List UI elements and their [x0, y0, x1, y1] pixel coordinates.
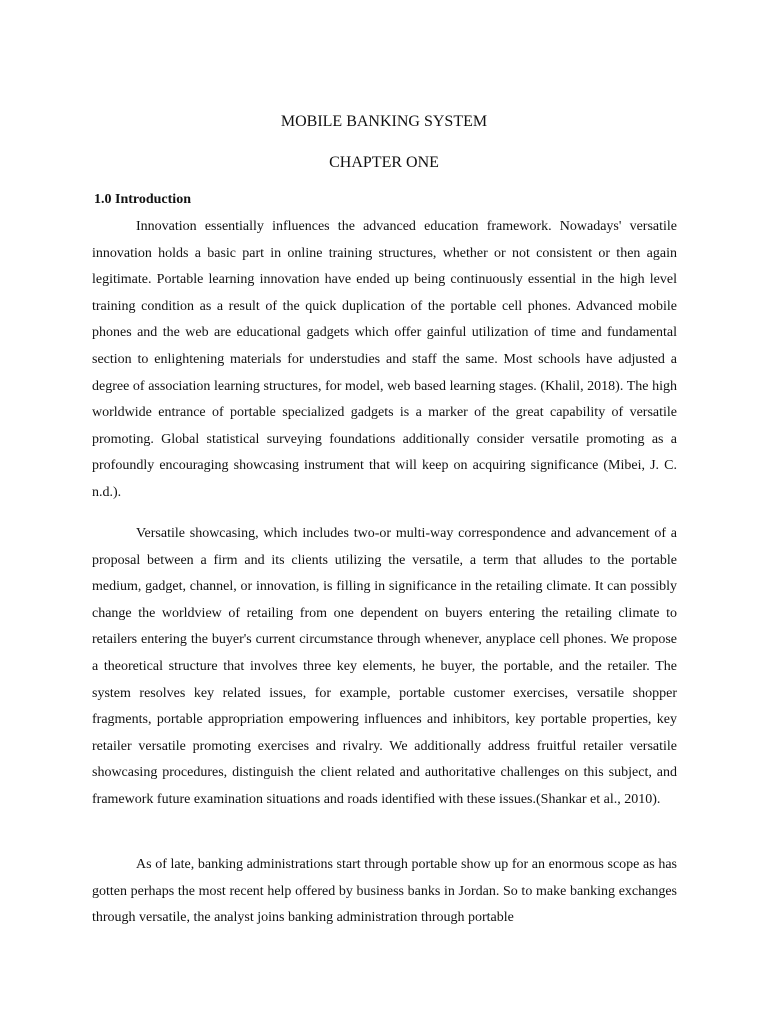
paragraph: Versatile showcasing, which includes two-or multi-way correspondence and advancement of a proposal between a firm and its clients utilizing the versatile, a term that alludes to the portable medium, gadget, channel, or innovation, is filling in significance in the retailing climate. It can possibly change the worldview of retailing from one dependent on buyers entering the retailing climate to retailers entering the buyer's current circumstance through whenever, anyplace cell phones. We propose a theoretical structure that involves three key elements, he buyer, the portable, and the retailer. The system resolves key related issues, for example, portable customer exercises, versatile shopper fragments, portable appropriation empowering influences and inhibitors, key portable properties, key retailer versatile promoting exercises and rivalry. We additionally address fruitful retailer versatile showcasing procedures, distinguish the client related and authoritative challenges on this subject, and framework future examination situations and roads identified with these issues.(Shankar et al., 2010).: [92, 526, 677, 807]
chapter-title: CHAPTER ONE: [329, 154, 439, 171]
paragraph: As of late, banking administrations start through portable show up for an enormous scope as has gotten perhaps the most recent help offered by business banks in Jordan. So to make banking exchanges through versatile, the analyst joins banking administration through portable: [92, 857, 677, 926]
document-title: MOBILE BANKING SYSTEM: [280, 113, 488, 130]
section-heading: 1.0 Introduction: [94, 192, 191, 207]
paragraph: Innovation essentially influences the advanced education framework. Nowadays' versatile innovation holds a basic part in online training structures, whether or not consistent or then again legitimate. Portable learning innovation have ended up being continuously essential in the high level training condition as a result of the quick duplication of the portable cell phones. Advanced mobile phones and the web are educational gadgets which offer gainful utilization of time and fundamental section to enlightening materials for understudies and staff the same. Most schools have adjusted a degree of association learning structures, for model, web based learning stages. (Khalil, 2018). The high worldwide entrance of portable specialized gadgets is a marker of the great capability of versatile promoting. Global statistical surveying foundations additionally consider versatile promoting as a profoundly encouraging showcasing instrument that will keep on acquiring significance (Mibei, J. C. n.d.).: [92, 219, 677, 500]
